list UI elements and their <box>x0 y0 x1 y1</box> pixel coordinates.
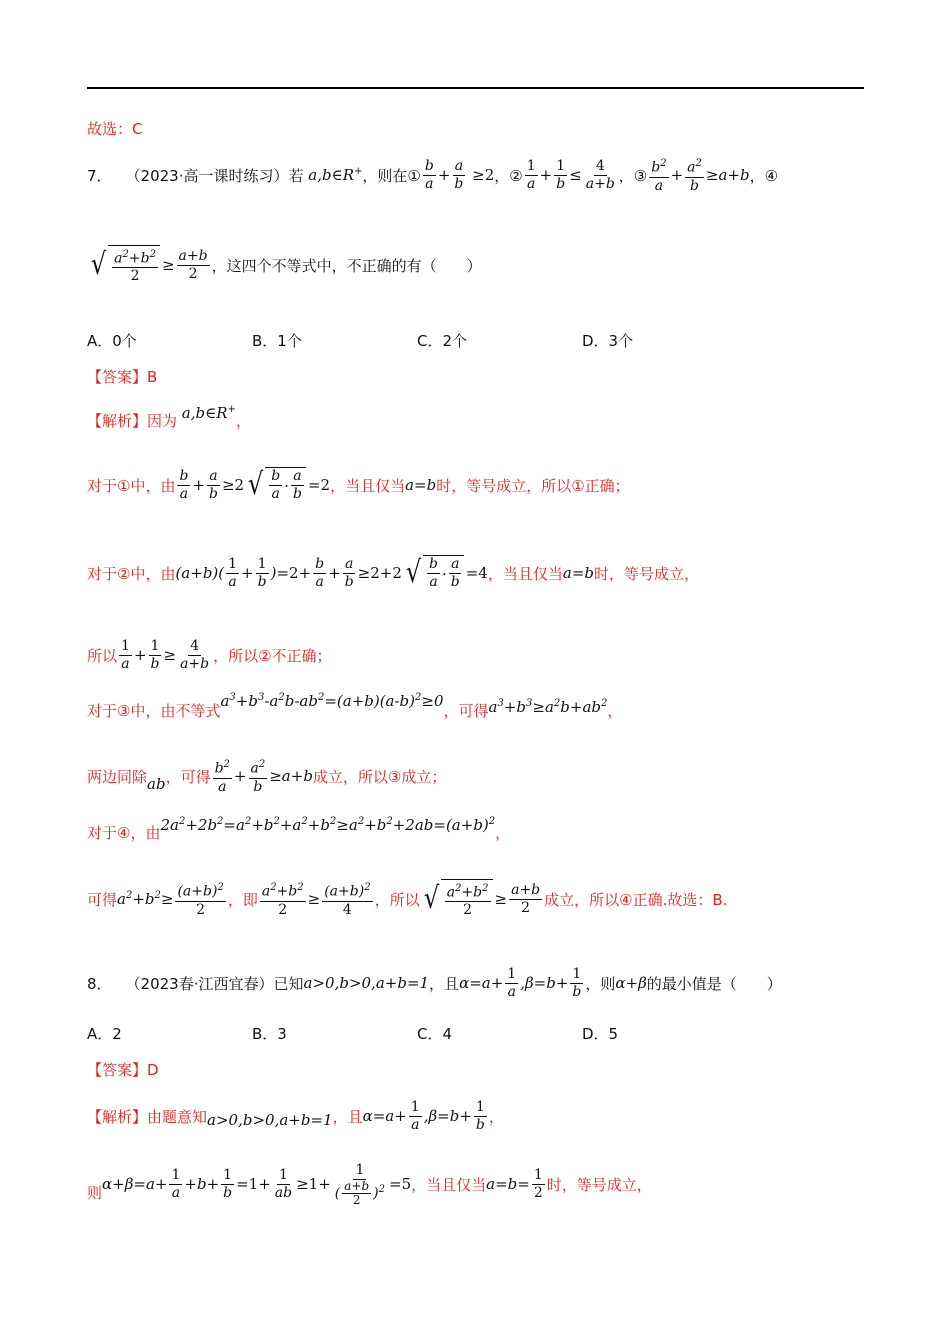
q8-analysis-line2: 则 α+β=a+ $\frac{1}{a}$ +b+ $\frac{1}{b}$ =1+ $\frac{1}{ab}$ ≥1+ 1 ( $\frac{a+b}{2}$ )$^2$ =5 ，当且仅当 a=b= $\frac{1}{2}$ 时，等号成立， <box>87 1161 652 1207</box>
frac-4-over-a-plus-b: $\frac{4}{a+b}$ <box>585 157 615 192</box>
q8-option-c[interactable]: C．4 <box>417 1025 453 1043</box>
frac-a-plus-b-over-2: $\frac{a+b}{2}$ <box>178 247 208 282</box>
q8-a2-c: 时，等号成立， <box>546 1175 652 1194</box>
q7-options <box>87 330 747 351</box>
l2-a: 对于②中，由 <box>87 564 176 583</box>
q8-stem-d: 的最小值是（ ） <box>646 974 782 993</box>
l4-b: ，可得 <box>443 701 489 720</box>
q8-a1-b: ，且 <box>332 1107 363 1126</box>
q7-stem-line2: √ $\frac{a^2+b^2}{2}$ ≥ $\frac{a+b}{2}$ ，这四个不等式中，不正确的有（ ） <box>87 240 482 290</box>
previous-conclusion: 故选：C <box>87 120 143 138</box>
q7-option-d[interactable]: D．3个 <box>582 332 634 350</box>
frac-1-over-b: $\frac{1}{b}$ <box>556 157 566 192</box>
q8-option-a[interactable]: A．2 <box>87 1025 122 1043</box>
q8-answer: 【答案】D <box>87 1061 159 1079</box>
q7-analysis-line4: 对于③中，由不等式 $a^3+b^3-a^2b-ab^2=(a+b)(a-b)^2\ge 0$ ，可得 $a^3+b^3\ge a^2b+ab^2$ ， <box>87 692 623 720</box>
l4-a: 对于③中，由不等式 <box>87 701 221 720</box>
l6-a: 对于④，由 <box>87 823 161 842</box>
q7-stem-d: ，③ <box>618 166 648 185</box>
q8-a2-b: ，当且仅当 <box>411 1175 487 1194</box>
l5-a: 两边同除 <box>87 767 148 786</box>
q8-analysis-line1: 【解析】 由题意知 a>0,b>0,a+b=1 ，且 α=a+ $\frac{1}{a}$ ,β=b+ $\frac{1}{b}$ ， <box>87 1098 504 1133</box>
l7-b: ，即 <box>227 890 258 909</box>
l1-c: 时，等号成立，所以①正确； <box>436 476 630 495</box>
q7-stem-line1: 7． （2023·高一课时练习） 若 a,b∈R+ ，则在① $\frac{b}{a}$ + $\frac{a}{b}$ ≥2 ，② $\frac{1}{a}$ + $\frac{1}{b}$ ≤ $\frac{4}{a+b}$ ，③ $\frac{b^2}{a}$ + $\frac{a^2}{b}$ ≥a+b ，④ <box>87 150 778 200</box>
q8-stem: 8． （2023春·江西宜春） 已知 a>0,b>0,a+b=1 ，且 α=a+ $\frac{1}{a}$ ,β=b+ $\frac{1}{b}$ ，则 α+β 的最小值是（ ） <box>87 965 782 1000</box>
l7-c: ，所以 <box>374 890 420 909</box>
q7-analysis-line5: 两边同除 ab ，可得 $\frac{b^2}{a}$ + $\frac{a^2}{b}$ ≥a+b 成立，所以③成立； <box>87 752 446 800</box>
q8-a2-a: 则 <box>87 1183 103 1202</box>
frac-1-over-a: $\frac{1}{a}$ <box>526 157 536 192</box>
sqrt-mean-square: √ $\frac{a^2+b^2}{2}$ <box>89 245 160 286</box>
l1-b: ，当且仅当 <box>330 476 406 495</box>
frac-a-over-b: $\frac{a}{b}$ <box>454 157 464 192</box>
q8-option-d[interactable]: D．5 <box>582 1025 619 1043</box>
header-rule <box>87 87 864 89</box>
q8-analysis-tag: 【解析】 <box>87 1107 148 1126</box>
q8-stem-b: ，且 <box>429 974 460 993</box>
q7-stem-e: ，④ <box>749 166 779 185</box>
q7-answer: 【答案】B <box>87 368 158 386</box>
l7-a: 可得 <box>87 890 118 909</box>
q7-option-b[interactable]: B．1个 <box>252 332 302 350</box>
q7-number: 7． <box>87 166 112 185</box>
l2-b: ，当且仅当 <box>487 564 563 583</box>
frac-b2-over-a: $\frac{b^2}{a}$ <box>649 155 668 195</box>
q7-analysis-line7: 可得 $a^2+b^2\ge$ $\frac{(a+b)^2}{2}$ ，即 $\frac{a^2+b^2}{2}$ ≥ $\frac{(a+b)^2}{4}$ ，所以 √ $\frac{a^2+b^2}{2}$ ≥ $\frac{a+b}{2}$ 成立，所以④正确.故选：B. <box>87 872 727 926</box>
l3-a: 所以 <box>87 646 118 665</box>
q7-stem-b: ，则在① <box>362 166 421 185</box>
q8-options <box>87 1023 747 1044</box>
l5-c: 成立，所以③成立； <box>312 767 447 786</box>
q8-a1-a: 由题意知 <box>147 1107 208 1126</box>
l5-b: ，可得 <box>165 767 211 786</box>
q7-analysis-line6: 对于④，由 $2a^2+2b^2=a^2+b^2+a^2+b^2\ge a^2+b^2+2ab=(a+b)^2$ ， <box>87 816 511 842</box>
q7-stem-c: ，② <box>494 166 523 185</box>
q8-number: 8． <box>87 974 112 993</box>
q7-source: （2023·高一课时练习） <box>125 166 289 185</box>
q7-analysis-intro: 【解析】 因为 a,b∈R+ ， <box>87 404 251 430</box>
frac-b-over-a: $\frac{b}{a}$ <box>424 157 434 192</box>
q7-domain-formula: a,b∈R+ <box>303 166 363 184</box>
q7-analysis-line3: 所以 $\frac{1}{a}$ + $\frac{1}{b}$ ≥ $\frac{4}{a+b}$ ，所以②不正确； <box>87 637 332 672</box>
l3-b: ，所以②不正确； <box>213 646 332 665</box>
q8-source: （2023春·江西宜春） <box>125 974 274 993</box>
q8-stem-c: ，则 <box>585 974 616 993</box>
q7-stem-a: 若 <box>288 166 304 185</box>
q8-option-b[interactable]: B．3 <box>252 1025 287 1043</box>
l2-c: 时，等号成立， <box>594 564 700 583</box>
q8-stem-a: 已知 <box>273 974 304 993</box>
q7-option-c[interactable]: C．2个 <box>417 332 468 350</box>
q7-analysis-because: 因为 <box>147 411 178 430</box>
q7-analysis-tag: 【解析】 <box>87 411 148 430</box>
l1-a: 对于①中，由 <box>87 476 176 495</box>
frac-a2-over-b: $\frac{a^2}{b}$ <box>685 155 704 195</box>
q7-option-a[interactable]: A．0个 <box>87 332 137 350</box>
q7-analysis-line2: 对于②中，由 (a+b)( $\frac{1}{a}$ + $\frac{1}{b}$ ) =2+ $\frac{b}{a}$ + $\frac{a}{b}$ ≥2+2 √ $\frac{b}{a}$ · $\frac{a}{b}$ =4 ，当且仅当 a=b 时，等号成立， <box>87 555 700 590</box>
q7-stem-f: ，这四个不等式中，不正确的有（ ） <box>211 256 482 275</box>
q7-analysis-line1: 对于①中，由 $\frac{b}{a}$ + $\frac{a}{b}$ ≥2 √ $\frac{b}{a}$ · $\frac{a}{b}$ =2 ，当且仅当 a=b 时，等号成立，所以①正确； <box>87 467 630 502</box>
l7-d: 成立，所以④正确.故选：B. <box>544 890 728 909</box>
